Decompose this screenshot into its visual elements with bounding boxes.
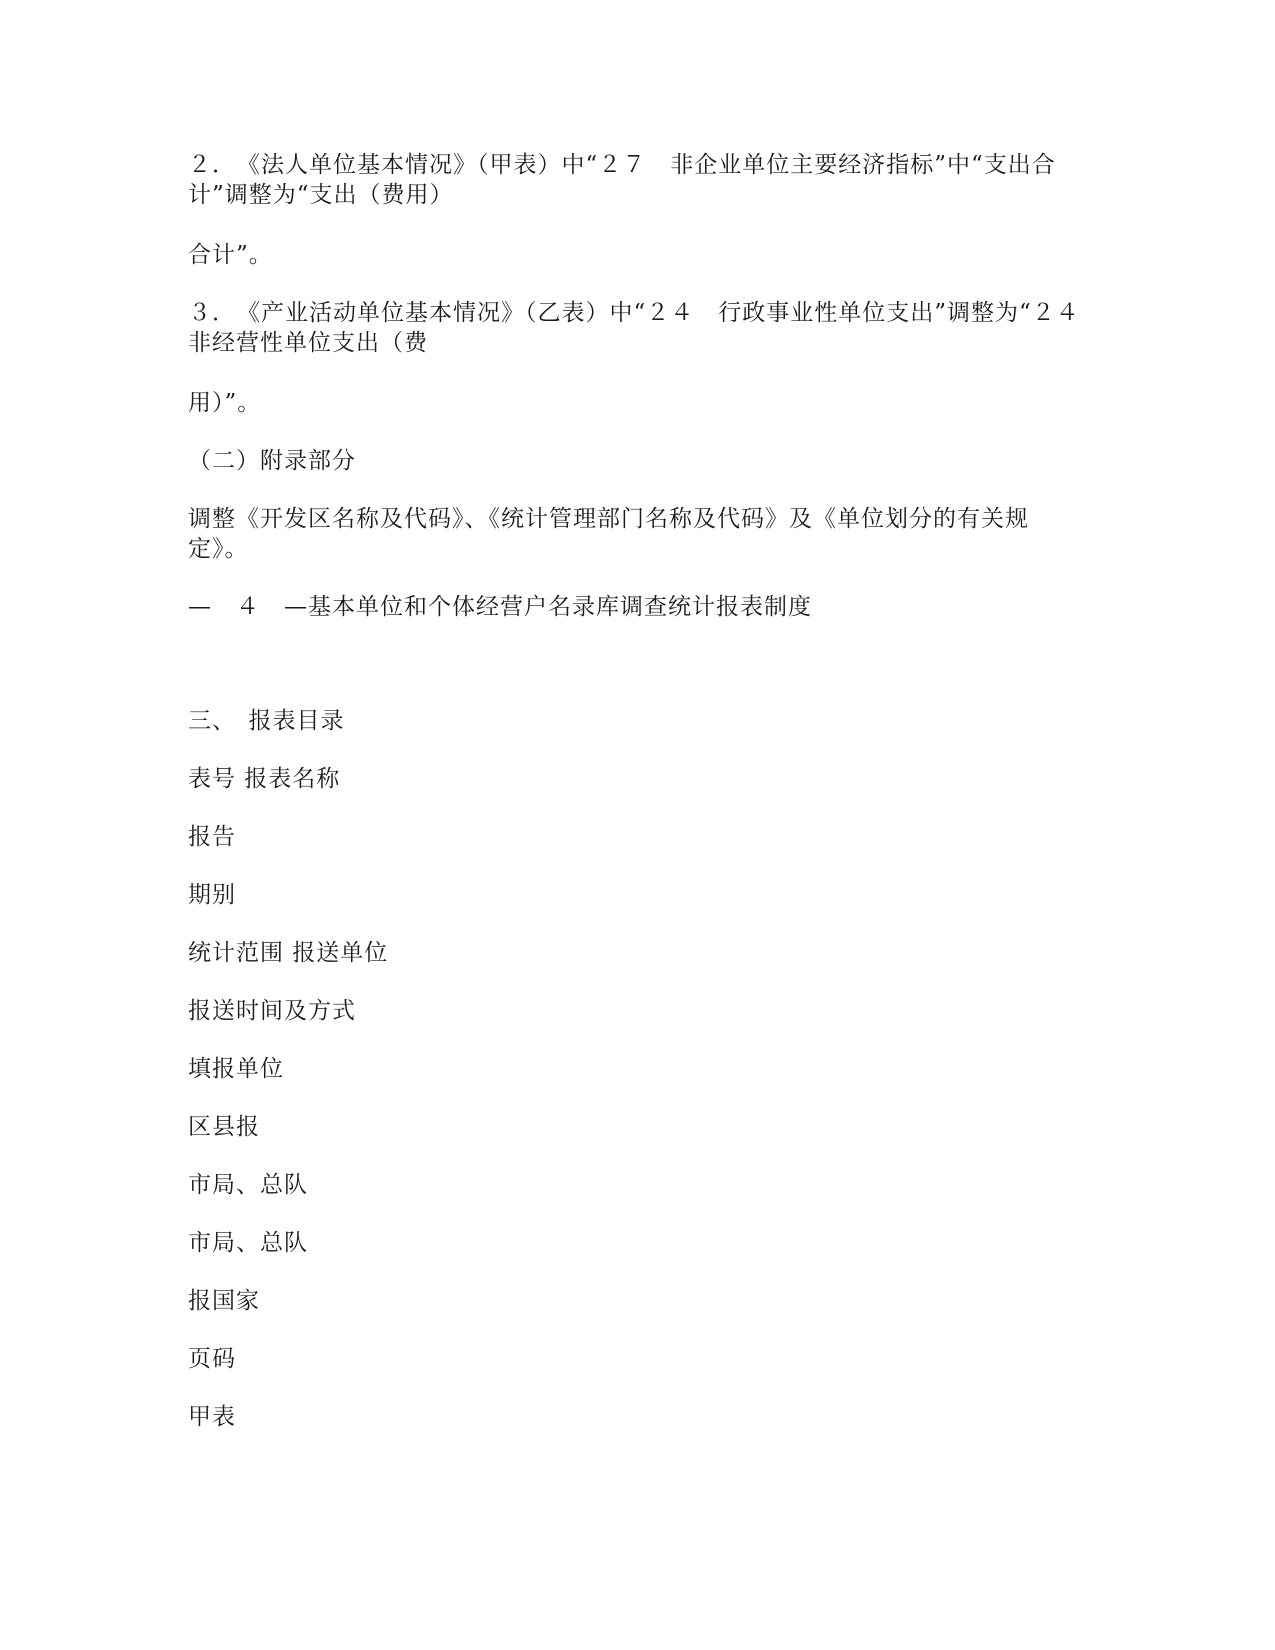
table-header-number-name: 表号 报表名称 <box>188 766 341 792</box>
table-header-report: 报告 <box>188 824 236 850</box>
item-2-line-1: ２． 《法人单位基本情况》（甲表）中“２７ 非企业单位主要经济指标”中“支出合 <box>188 152 1056 178</box>
appendix-line-2: 定》。 <box>188 536 249 562</box>
table-header-bureau-1: 市局、总队 <box>188 1172 308 1198</box>
item-2-line-2: 计”调整为“支出（费用） <box>188 182 454 208</box>
table-header-district: 区县报 <box>188 1114 260 1140</box>
item-2-line-3: 合计”。 <box>188 242 273 268</box>
item-3-line-2: 非经营性单位支出（费 <box>188 330 428 356</box>
item-3-line-3: 用）”。 <box>188 390 262 416</box>
appendix-heading: （二）附录部分 <box>188 448 356 474</box>
appendix-line-1: 调整《开发区名称及代码》、《统计管理部门名称及代码》及《单位划分的有关规 <box>188 506 1029 532</box>
table-header-national: 报国家 <box>188 1288 260 1314</box>
section-heading: 三、 报表目录 <box>188 708 345 734</box>
table-header-scope: 统计范围 报送单位 <box>188 940 389 966</box>
table-header-time-method: 报送时间及方式 <box>188 998 356 1024</box>
page-footer: — ４ —基本单位和个体经营户名录库调查统计报表制度 <box>188 594 812 620</box>
item-3-line-1: ３． 《产业活动单位基本情况》（乙表）中“２４ 行政事业性单位支出”调整为“２４ <box>188 300 1080 326</box>
table-row-jia: 甲表 <box>188 1404 236 1430</box>
table-header-filing-unit: 填报单位 <box>188 1056 284 1082</box>
table-header-page: 页码 <box>188 1346 236 1372</box>
table-header-period: 期别 <box>188 882 236 908</box>
table-header-bureau-2: 市局、总队 <box>188 1230 308 1256</box>
